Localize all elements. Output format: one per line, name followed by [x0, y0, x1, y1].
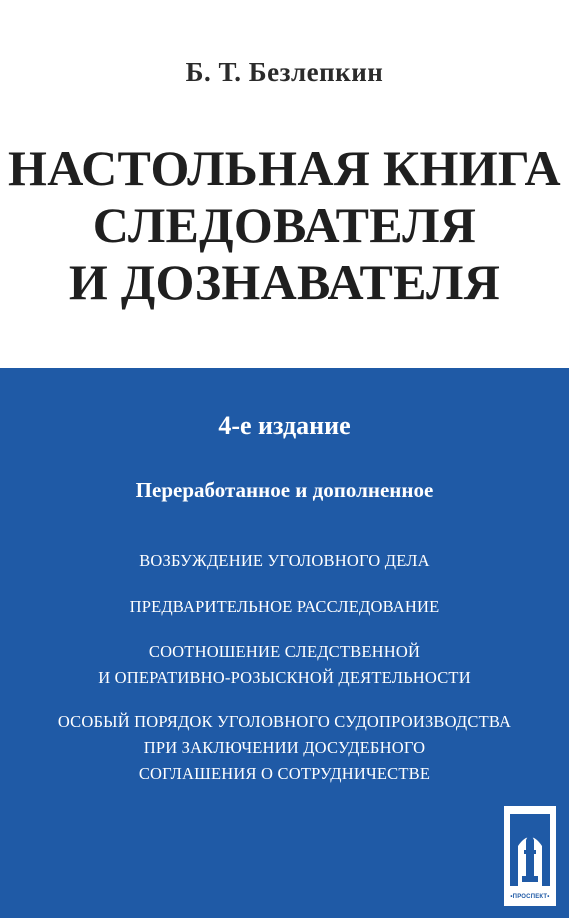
book-title	[0, 140, 569, 311]
topic-line: ПРЕДВАРИТЕЛЬНОЕ РАССЛЕДОВАНИЕ	[129, 597, 440, 616]
topic-item	[0, 548, 569, 574]
topic-line: СООТНОШЕНИЕ СЛЕДСТВЕННОЙ	[148, 642, 421, 661]
topic-item	[0, 639, 569, 691]
publisher-logo	[504, 806, 556, 906]
cover-top-section	[0, 0, 569, 368]
topic-line: И ОПЕРАТИВНО-РОЗЫСКНОЙ ДЕЯТЕЛЬНОСТИ	[98, 668, 471, 687]
topic-line: ВОЗБУЖДЕНИЕ УГОЛОВНОГО ДЕЛА	[139, 551, 430, 570]
topic-item	[0, 594, 569, 620]
topic-line: ПРИ ЗАКЛЮЧЕНИИ ДОСУДЕБНОГО	[143, 738, 426, 757]
edition-label: 4-е издание	[218, 411, 351, 440]
publisher-name: •ПРОСПЕКТ•	[510, 894, 550, 900]
topic-line: СОГЛАШЕНИЯ О СОТРУДНИЧЕСТВЕ	[138, 764, 431, 783]
topic-item	[0, 709, 569, 787]
topic-line: ОСОБЫЙ ПОРЯДОК УГОЛОВНОГО СУДОПРОИЗВОДСТВА	[57, 712, 512, 731]
title-line: И ДОЗНАВАТЕЛЯ	[68, 254, 501, 310]
revised-label: Переработанное и дополненное	[135, 478, 434, 502]
cover-blue-section	[0, 368, 569, 918]
author-name: Б. Т. Безлепкин	[185, 57, 384, 87]
title-line: СЛЕДОВАТЕЛЯ	[92, 197, 477, 253]
title-line: НАСТОЛЬНАЯ КНИГА	[8, 140, 561, 196]
building-icon	[504, 806, 556, 894]
